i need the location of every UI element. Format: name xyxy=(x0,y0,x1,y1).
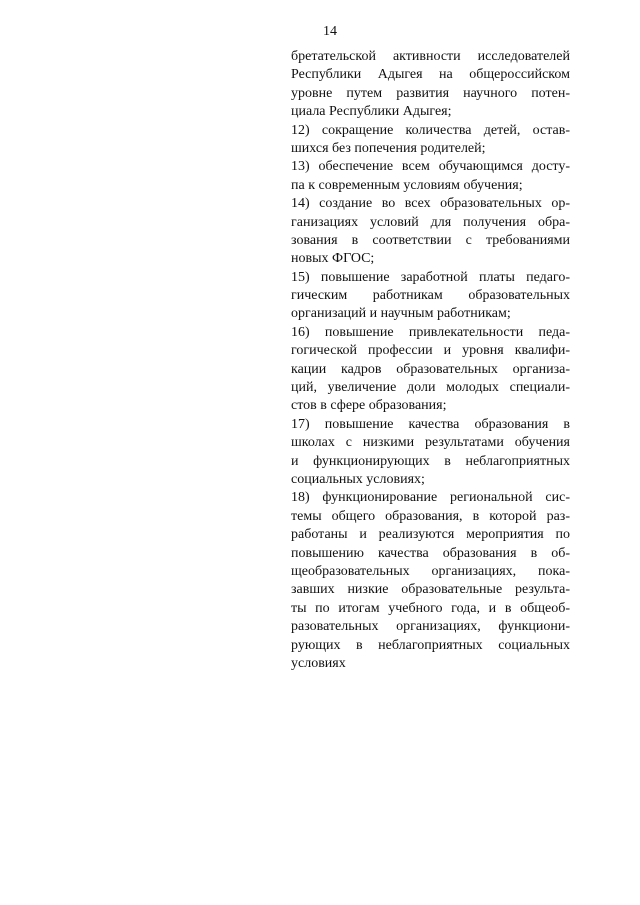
text-line: Республики Адыгея на общероссийском xyxy=(291,67,570,83)
text-line: ты по итогам учебного года, и в общеоб- xyxy=(291,600,570,616)
text-line: щеобразовательных организациях, пока- xyxy=(291,563,570,579)
text-line: работаны и реализуются мероприятия по xyxy=(291,527,570,543)
text-line: рующих в неблагоприятных социальных xyxy=(291,637,570,653)
text-line: стов в сфере образования; xyxy=(291,398,447,414)
text-line: социальных условиях; xyxy=(291,471,425,487)
text-line: уровне путем развития научного потен- xyxy=(291,85,570,101)
text-line: организаций и научным работникам; xyxy=(291,306,511,322)
text-line: повышению качества образования в об- xyxy=(291,545,570,561)
text-line: условиях xyxy=(291,655,346,671)
text-line: кации кадров образовательных организа- xyxy=(291,361,570,377)
text-line: ций, увеличение доли молодых специали- xyxy=(291,380,570,396)
text-line: завших низкие образовательные результа- xyxy=(291,582,570,598)
text-line: циала Республики Адыгея; xyxy=(291,104,452,120)
text-line: темы общего образования, в которой раз- xyxy=(291,508,570,524)
page-number: 14 xyxy=(323,24,337,39)
text-line: разовательных организациях, функциони- xyxy=(291,619,570,635)
text-line: новых ФГОС; xyxy=(291,251,375,267)
text-line: 14) создание во всех образовательных ор- xyxy=(291,196,570,212)
document-text-column xyxy=(291,48,570,673)
text-line: ганизациях условий для получения обра- xyxy=(291,214,570,230)
text-line: школах с низкими результатами обучения xyxy=(291,435,570,451)
text-line: 12) сокращение количества детей, остав- xyxy=(291,122,570,138)
text-line: 16) повышение привлекательности педа- xyxy=(291,324,570,340)
text-line: 17) повышение качества образования в xyxy=(291,416,570,432)
text-line: шихся без попечения родителей; xyxy=(291,140,486,156)
text-line: 18) функционирование региональной сис- xyxy=(291,490,570,506)
text-line: зования в соответствии с требованиями xyxy=(291,232,570,248)
text-line: 13) обеспечение всем обучающимся досту- xyxy=(291,159,570,175)
text-line: бретательской активности исследователей xyxy=(291,49,570,64)
text-line: гогической профессии и уровня квалифи- xyxy=(291,343,570,359)
text-line: па к современным условиям обучения; xyxy=(291,177,523,193)
text-line: 15) повышение заработной платы педаго- xyxy=(291,269,570,285)
text-line: гическим работникам образовательных xyxy=(291,288,570,304)
text-line: и функционирующих в неблагоприятных xyxy=(291,453,570,469)
